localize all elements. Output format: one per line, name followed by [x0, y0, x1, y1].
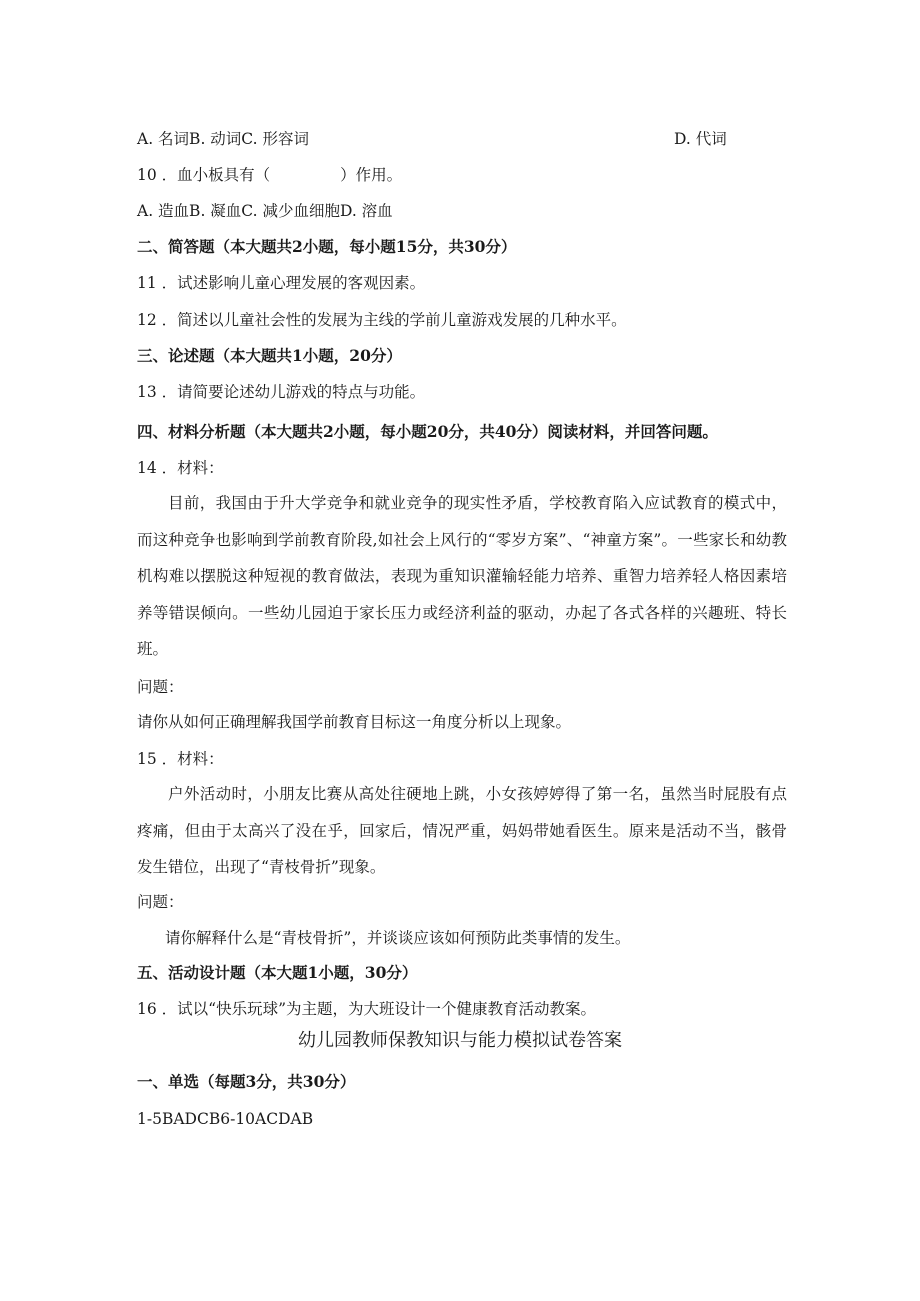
q14-question: 请你从如何正确理解我国学前教育目标这一角度分析以上现象。 [137, 713, 572, 731]
q15-material: 户外活动时，小朋友比赛从高处往硬地上跳，小女孩婷婷得了第一名，虽然当时屁股有点疼痛，但由于太高兴了没在乎，回家后，情况严重，妈妈带她看医生。原来是活动不当，骸骨发生错位，出现了“青枝骨折”现象。 [137, 785, 787, 876]
section4-heading: 四、材料分析题（本大题共2小题，每小题20分，共40分）阅读材料，并回答问题。 [137, 422, 718, 441]
q12-text: 12 ．简述以儿童社会性的发展为主线的学前儿童游戏发展的几种水平。 [137, 311, 627, 329]
q10-stem-before: 10 ．血小板具有（ [137, 166, 271, 184]
q9-options [137, 129, 727, 149]
q10-options: A. 造血B. 凝血C. 减少血细胞D. 溶血 [137, 202, 393, 220]
q15-label: 15 ．材料： [137, 750, 224, 768]
answers-key: 1-5BADCB6-10ACDAB [137, 1110, 314, 1128]
q16-text: 16 ．试以“快乐玩球”为主题，为大班设计一个健康教育活动教案。 [137, 1000, 597, 1018]
q9-option-d: D. 代词 [674, 130, 727, 148]
q11-text: 11 ．试述影响儿童心理发展的客观因素。 [137, 274, 426, 292]
section5-heading: 五、活动设计题（本大题1小题，30分） [137, 963, 418, 982]
q10-stem [137, 165, 402, 185]
q15-question-label: 问题： [137, 893, 184, 911]
section2-heading: 二、简答题（本大题共2小题，每小题15分，共30分） [137, 237, 517, 256]
answers-title: 幼儿园教师保教知识与能力模拟试卷答案 [298, 1030, 622, 1051]
q13-text: 13 ．请简要论述幼儿游戏的特点与功能。 [137, 383, 426, 401]
q15-question: 请你解释什么是“青枝骨折”，并谈谈应该如何预防此类事情的发生。 [165, 929, 631, 947]
q10-stem-after: ）作用。 [340, 166, 403, 184]
answers-section1-heading: 一、单选（每题3分，共30分） [137, 1072, 356, 1091]
q14-question-label: 问题： [137, 678, 184, 696]
q14-material: 目前，我国由于升大学竞争和就业竞争的现实性矛盾，学校教育陷入应试教育的模式中，而这种竞争也影响到学前教育阶段,如社会上风行的“零岁方案”、“神童方案”。一些家长和幼教机构难以摆脱这种短视的教育做法，表现为重知识灌输轻能力培养、重智力培养轻人格因素培养等错误倾向。一些幼儿园迫于家长压力或经济利益的驱动，办起了各式各样的兴趣班、特长班。 [137, 494, 787, 658]
q9-options-left: A. 名词B. 动词C. 形容词 [137, 130, 309, 148]
section3-heading: 三、论述题（本大题共1小题，20分） [137, 346, 402, 365]
q14-label: 14 ．材料： [137, 459, 224, 477]
